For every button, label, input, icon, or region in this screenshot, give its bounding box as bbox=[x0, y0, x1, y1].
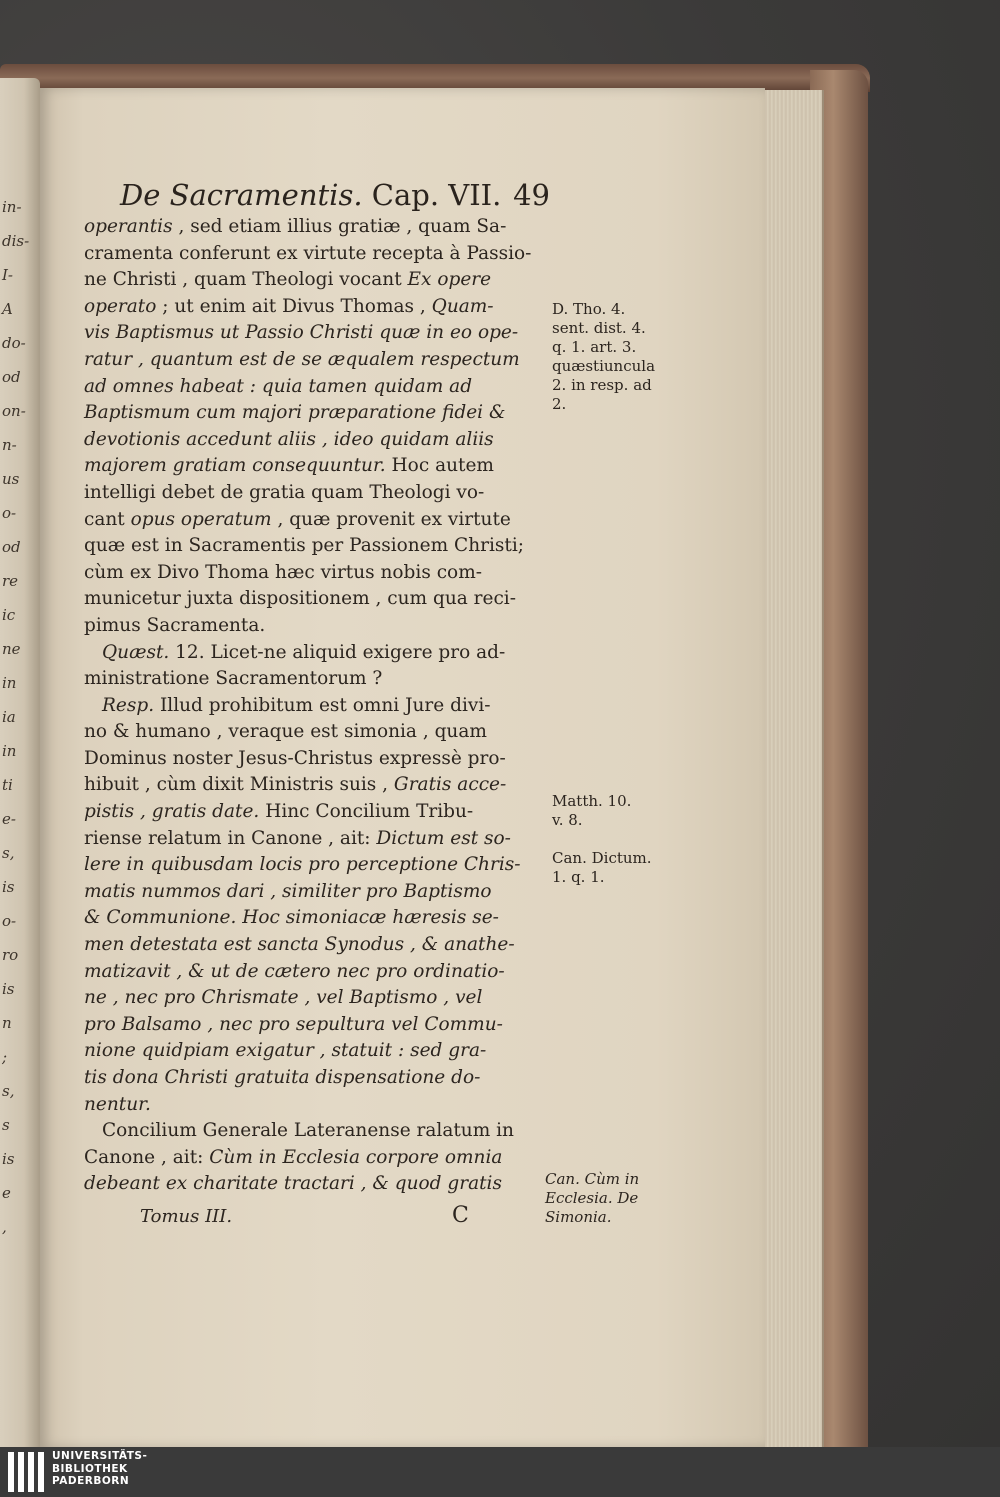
margin-note-line: Ecclesia. De bbox=[545, 1189, 639, 1207]
text-line: no & humano , veraque est simonia , quam bbox=[84, 721, 487, 743]
previous-page-fragment: s bbox=[2, 1116, 10, 1134]
text-line: debeant ex charitate tractari , & quod gratis bbox=[84, 1173, 502, 1195]
margin-note-line: Simonia. bbox=[545, 1208, 612, 1226]
previous-page-fragment: od bbox=[2, 368, 21, 386]
previous-page-fragment: n- bbox=[2, 436, 17, 454]
previous-page-fragment: is bbox=[2, 1150, 15, 1168]
text-line: ad omnes habeat : quia tamen quidam ad bbox=[84, 375, 473, 397]
previous-page-fragment: ro bbox=[2, 946, 19, 964]
chapter-label: Cap. VII. bbox=[371, 178, 502, 212]
text-line: Dominus noster Jesus-Christus expressè pro- bbox=[84, 747, 506, 769]
previous-page-fragment: o- bbox=[2, 912, 17, 930]
text-line: devotionis accedunt aliis , ideo quidam aliis bbox=[84, 428, 494, 450]
previous-page-fragment: ia bbox=[2, 708, 16, 726]
previous-page-fragment: ; bbox=[2, 1048, 8, 1066]
text-line: nione quidpiam exigatur , statuit : sed gra- bbox=[84, 1040, 487, 1062]
margin-note-canon-cum bbox=[545, 1170, 675, 1227]
margin-note-line: Can. Dictum. bbox=[552, 849, 652, 867]
previous-page-fragment: is bbox=[2, 878, 15, 896]
running-title: De Sacramentis. bbox=[120, 178, 363, 212]
page-header bbox=[120, 178, 550, 218]
margin-note-line: quæstiuncula bbox=[552, 357, 656, 375]
previous-page-fragment: ti bbox=[2, 776, 13, 794]
previous-page-fragment: e bbox=[2, 1184, 11, 1202]
text-line: pro Balsamo , nec pro sepultura vel Commu- bbox=[84, 1013, 503, 1035]
text-line: quæ est in Sacramentis per Passionem Christi; bbox=[84, 535, 524, 557]
text-line: men detestata est sancta Synodus , & anathe- bbox=[84, 934, 515, 956]
text-line: operato ; ut enim ait Divus Thomas , Quam- bbox=[84, 295, 494, 317]
previous-page-fragment: e- bbox=[2, 810, 16, 828]
library-logo-text: UNIVERSITÄTS- BIBLIOTHEK PADERBORN bbox=[52, 1450, 148, 1487]
text-line: lere in quibusdam locis pro perceptione Chris- bbox=[84, 854, 521, 876]
text-line: ratur , quantum est de se æqualem respectum bbox=[84, 348, 520, 370]
previous-page-fragment: in bbox=[2, 674, 17, 692]
previous-page-fragment: re bbox=[2, 572, 19, 590]
text-line: operantis , sed etiam illius gratiæ , quam Sa- bbox=[84, 216, 507, 237]
signature-title: Tomus III. bbox=[140, 1206, 233, 1227]
text-line: ne Christi , quam Theologi vocant Ex opere bbox=[84, 269, 492, 291]
text-line: ne , nec pro Chrismate , vel Baptismo , vel bbox=[84, 987, 483, 1009]
previous-page-fragment: us bbox=[2, 470, 20, 488]
margin-note-line: D. Tho. 4. bbox=[552, 300, 626, 318]
text-line: Resp. Illud prohibitum est omni Jure divi- bbox=[102, 694, 491, 716]
page-number: 49 bbox=[513, 178, 550, 212]
previous-page-fragment: s, bbox=[2, 844, 15, 862]
body-text bbox=[84, 214, 544, 1198]
text-line: matis nummos dari , similiter pro Baptismo bbox=[84, 880, 492, 902]
text-line: pimus Sacramenta. bbox=[84, 614, 266, 636]
margin-note-matthew bbox=[552, 792, 682, 830]
previous-page-fragment: , bbox=[2, 1218, 7, 1236]
previous-page-fragment: o- bbox=[2, 504, 17, 522]
library-logo-icon bbox=[8, 1452, 44, 1492]
margin-note-line: 2. in resp. ad bbox=[552, 376, 652, 394]
previous-page-fragment: s, bbox=[2, 1082, 15, 1100]
previous-page-fragment: n bbox=[2, 1014, 12, 1032]
text-line: Quæst. 12. Licet-ne aliquid exigere pro ad- bbox=[102, 641, 506, 663]
previous-page-edge bbox=[0, 78, 40, 1448]
text-line: ministratione Sacramentorum ? bbox=[84, 668, 383, 690]
previous-page-fragment: A bbox=[2, 300, 13, 318]
text-line: matizavit , & ut de cætero nec pro ordinatio- bbox=[84, 960, 505, 982]
previous-page-fragment: ne bbox=[2, 640, 21, 658]
text-line: Canone , ait: Cùm in Ecclesia corpore omnia bbox=[84, 1146, 503, 1168]
text-line: & Communione. Hoc simoniacæ hæresis se- bbox=[84, 907, 499, 929]
margin-note-line: 1. q. 1. bbox=[552, 868, 605, 886]
text-line: Baptismum cum majori præparatione fidei & bbox=[84, 402, 506, 424]
margin-note-line: sent. dist. 4. bbox=[552, 319, 646, 337]
text-line: pistis , gratis date. Hinc Concilium Tribu- bbox=[84, 801, 474, 823]
margin-note-line: q. 1. art. 3. bbox=[552, 338, 637, 356]
text-line: cùm ex Divo Thoma hæc virtus nobis com- bbox=[84, 561, 482, 583]
previous-page-fragment: dis- bbox=[2, 232, 30, 250]
previous-page-fragment: do- bbox=[2, 334, 26, 352]
text-line: tis dona Christi gratuita dispensatione do- bbox=[84, 1067, 481, 1088]
previous-page-fragment: on- bbox=[2, 402, 26, 420]
text-line: hibuit , cùm dixit Ministris suis , Gratis acce- bbox=[84, 774, 507, 796]
previous-page-fragment: is bbox=[2, 980, 15, 998]
library-footer-bar bbox=[0, 1447, 1000, 1497]
text-line: intelligi debet de gratia quam Theologi vo- bbox=[84, 481, 485, 503]
text-line: majorem gratiam consequuntur. Hoc autem bbox=[84, 455, 494, 477]
margin-note-line: Can. Cùm in bbox=[545, 1170, 640, 1188]
margin-note-line: 2. bbox=[552, 395, 567, 413]
margin-note-line: Matth. 10. bbox=[552, 792, 632, 810]
text-line: municetur juxta dispositionem , cum qua reci- bbox=[84, 588, 516, 610]
previous-page-fragment: ic bbox=[2, 606, 16, 624]
margin-note-thomas bbox=[552, 300, 682, 414]
text-line: riense relatum in Canone , ait: Dictum est so- bbox=[84, 827, 511, 849]
text-line: nentur. bbox=[84, 1093, 151, 1115]
text-line: vis Baptismus ut Passio Christi quæ in eo ope- bbox=[84, 322, 519, 344]
previous-page-fragment: I- bbox=[2, 266, 13, 284]
text-line: cramenta conferunt ex virtute recepta à Passio- bbox=[84, 242, 532, 264]
text-line: cant opus operatum , quæ provenit ex virtute bbox=[84, 508, 511, 530]
margin-note-canon-dictum bbox=[552, 849, 682, 887]
margin-note-line: v. 8. bbox=[552, 811, 583, 829]
signature-mark: C bbox=[452, 1203, 469, 1228]
previous-page-fragment: od bbox=[2, 538, 21, 556]
page-block-edge bbox=[760, 90, 824, 1448]
previous-page-fragment: in- bbox=[2, 198, 22, 216]
previous-page-fragment: in bbox=[2, 742, 17, 760]
text-line: Concilium Generale Lateranense ralatum in bbox=[102, 1120, 514, 1142]
